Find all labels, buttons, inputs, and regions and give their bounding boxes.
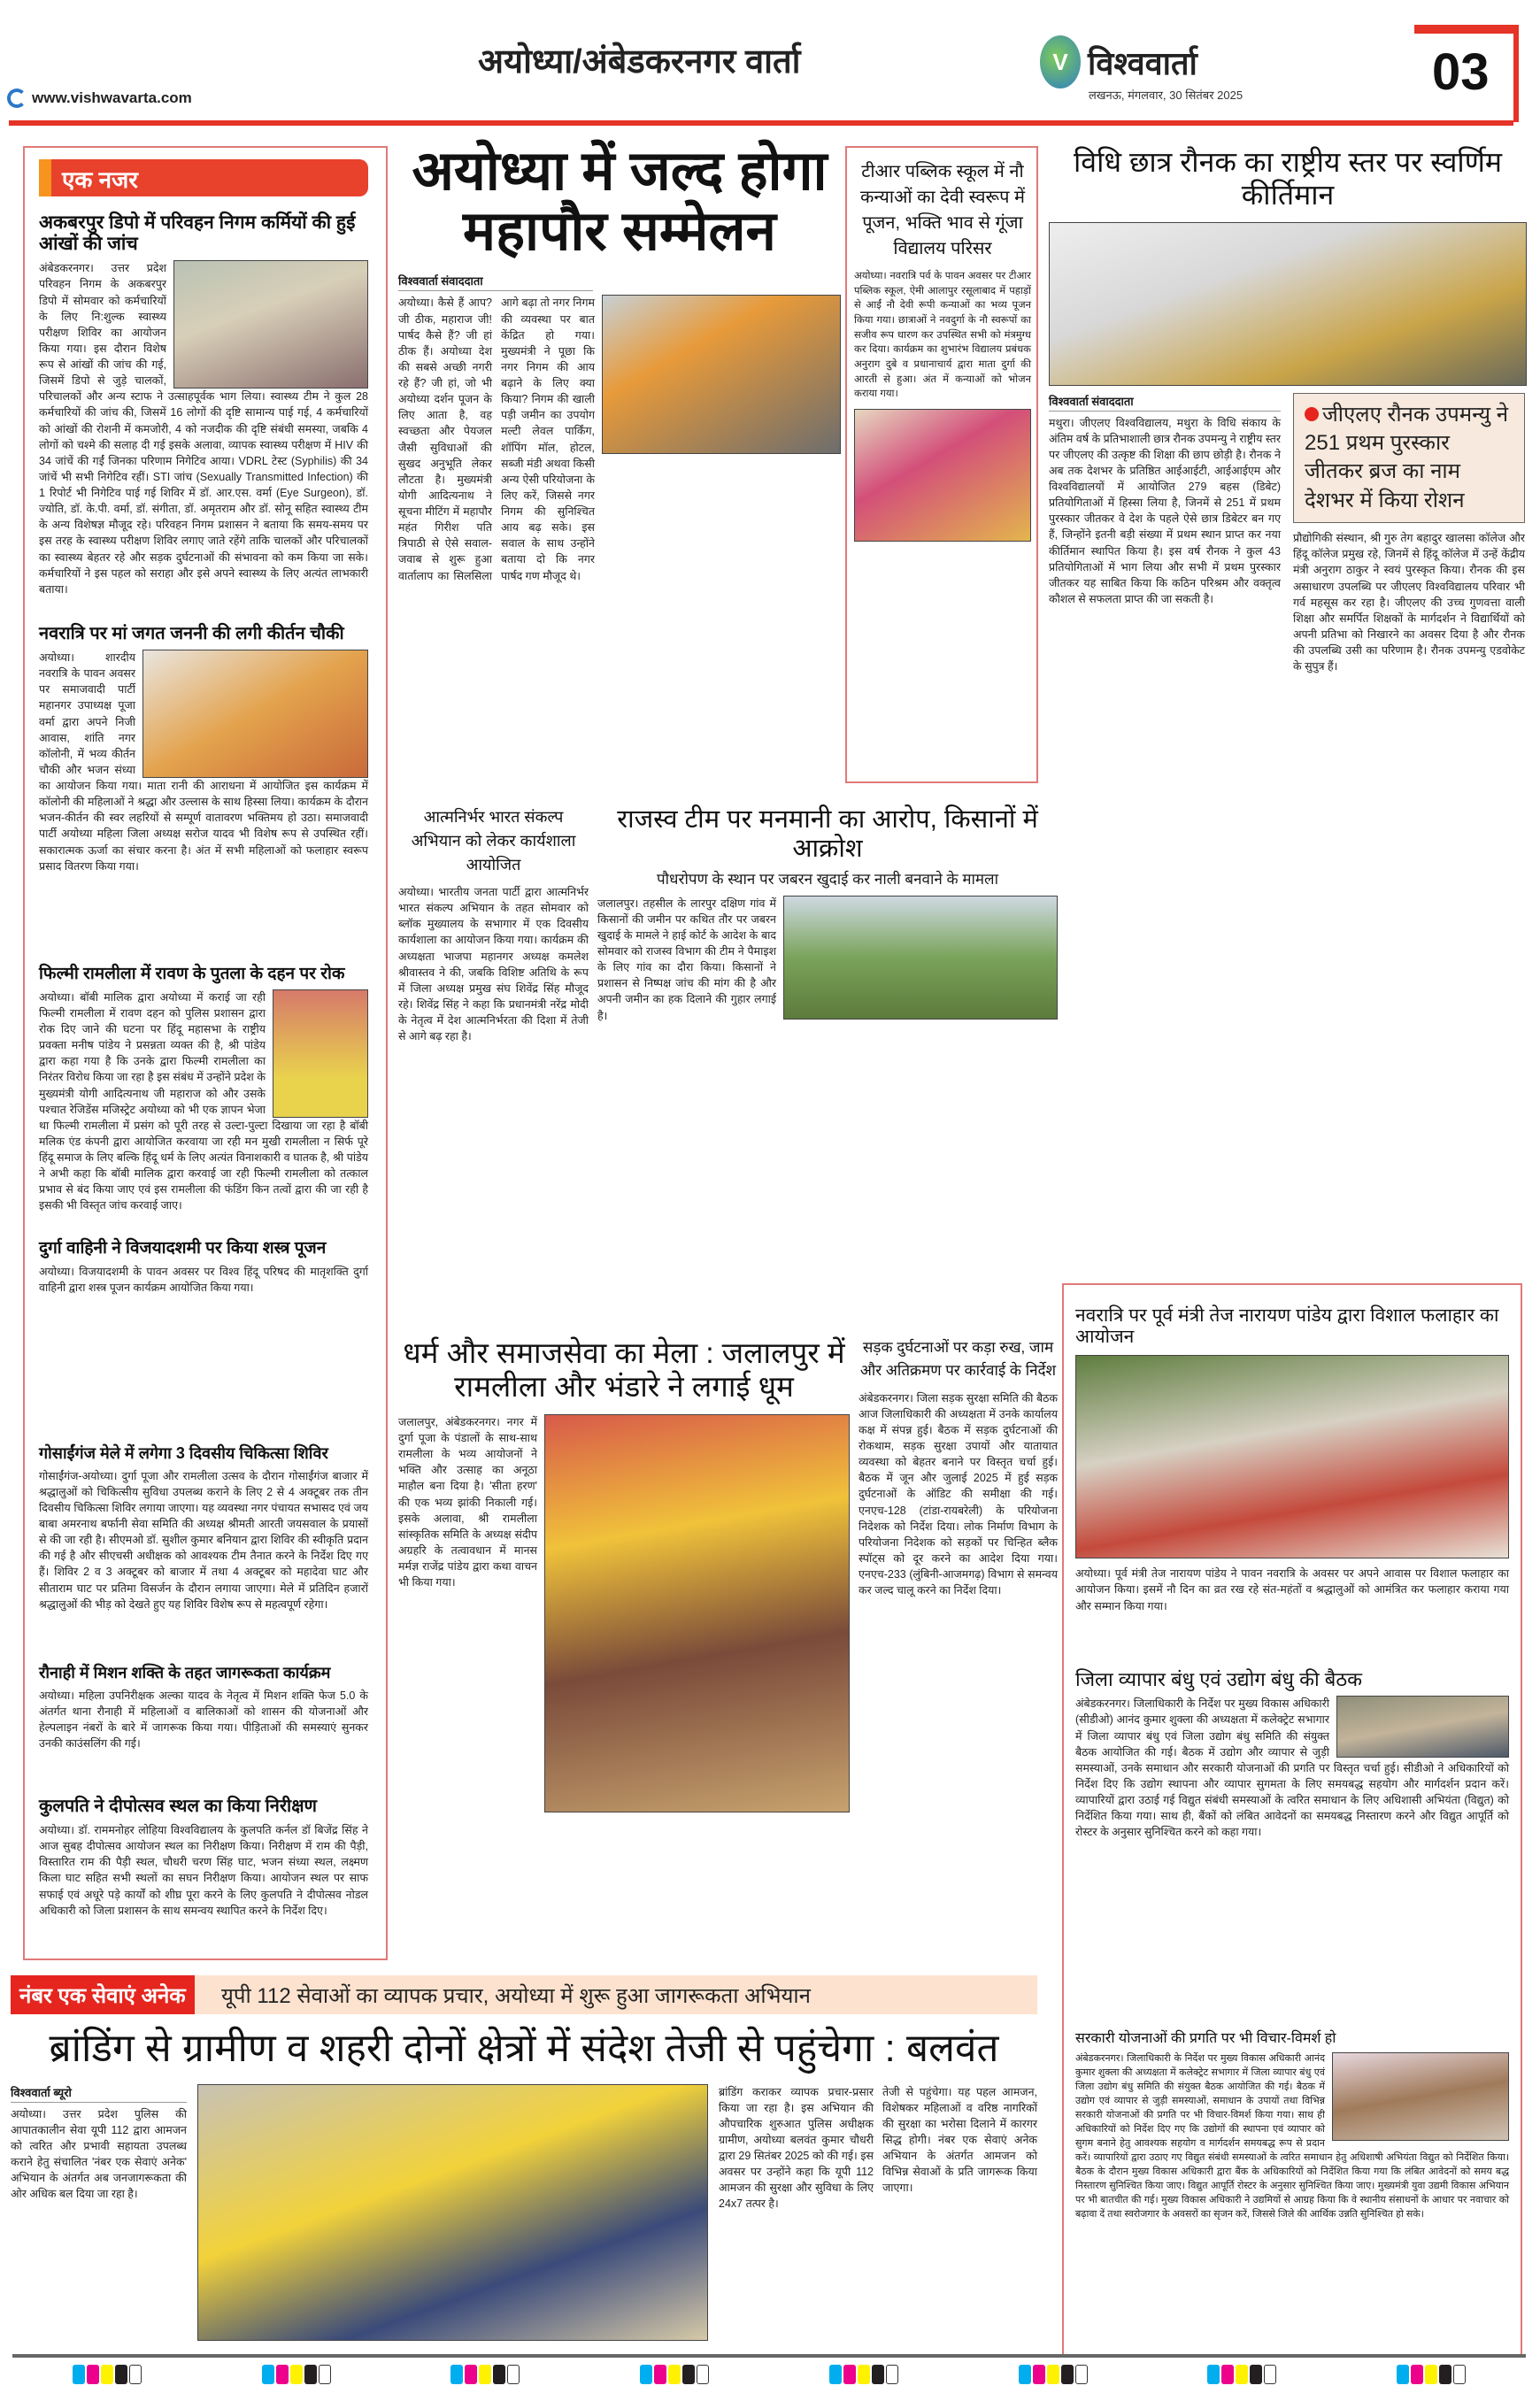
school-photo bbox=[854, 409, 1031, 542]
vyapar-photo bbox=[1336, 1696, 1509, 1758]
story-headline: दुर्गा वाहिनी ने विजयादशमी पर किया शस्त्र पूजन bbox=[39, 1239, 327, 1258]
story-photo bbox=[142, 650, 368, 778]
aatmanirbhar-story bbox=[398, 805, 589, 1044]
story-body: अयोध्या। विजयादशमी के पावन अवसर पर विश्व हिंदू परिषद की मातृशक्ति दुर्गा वाहिनी द्वारा शस्त्र पूजन कार्यक्रम आयोजित किया गया। bbox=[39, 1265, 368, 1294]
story-filmi-ramleela bbox=[39, 965, 368, 1214]
ramleela-body: जलालपुर, अंबेडकरनगर। नगर में दुर्गा पूजा के पंडालों के साथ-साथ रामलीला के भव्य आयोजनों ने भक्ति और उत्साह का अनूठा माहौल बना दिया है। 'सीता हरण' की एक भव्य झांकी निकाली गई। इसके अलावा, श्री रामलीला सांस्कृतिक समिति के अध्यक्ष संदीप अग्रहरि के तत्वावधान में मानस मर्मज्ञ राजेंद्र पांडेय द्वारा कथा वाचन भी किया गया। bbox=[398, 1415, 537, 1589]
story-headline: कुलपति ने दीपोत्सव स्थल का किया निरीक्षण bbox=[39, 1797, 318, 1816]
up112-byline: विश्ववार्ता ब्यूरो bbox=[11, 2084, 187, 2103]
newspaper-logo bbox=[1040, 35, 1197, 88]
vyapar-headline: जिला व्यापार बंधु एवं उद्योग बंधु की बैठक bbox=[1075, 1668, 1363, 1690]
lead-photo bbox=[602, 295, 841, 454]
cmyk-swatch bbox=[1207, 2365, 1276, 2389]
farmers-body: जलालपुर। तहसील के लारपुर दक्षिण गांव में किसानों की जमीन पर कथित तौर पर जबरन खुदाई के मामले ने हाई कोर्ट के आदेश के बाद सोमवार को राजस्व विभाग की टीम ने पैमाइश के लिए गांव का दौरा किया। किसानों ने प्रशासन से निष्पक्ष जांच की मांग की है और अपनी जमीन का हक दिलाने की गुहार लगाई है। bbox=[597, 897, 776, 1022]
cmyk-swatch bbox=[262, 2365, 331, 2389]
vyapar-story bbox=[1075, 1668, 1509, 1840]
print-registration-marks bbox=[12, 2354, 1526, 2389]
lead-headline: अयोध्या में जल्द होगा महापौर सम्मेलन bbox=[412, 141, 828, 263]
raunak-pullquote bbox=[1293, 393, 1525, 524]
cmyk-swatch bbox=[1397, 2365, 1466, 2389]
story-kulpati bbox=[39, 1797, 368, 1919]
logo-icon: V bbox=[1040, 35, 1081, 88]
yojana-story bbox=[1075, 2031, 1509, 2222]
dateline: लखनऊ, मंगलवार, 30 सितंबर 2025 bbox=[1089, 88, 1244, 102]
cmyk-swatch bbox=[450, 2365, 520, 2389]
road-body: अंबेडकरनगर। जिला सड़क सुरक्षा समिति की बैठक आज जिलाधिकारी की अध्यक्षता में उनके कार्यालय कक्ष में संपन्न हुई। बैठक में सड़क दुर्घटनाओं की रोकथाम, सड़क सुरक्षा उपायों और यातायात व्यवस्था को बेहतर बनाने पर विस्तृत चर्चा हुई। बैठक में जून और जुलाई 2025 में हुई सड़क दुर्घटनाओं के ऑडिट की समीक्षा की गई। एनएच-128 (टांडा-रायबरेली) के परियोजना निदेशक को निर्देश दिया। लोक निर्माण विभाग के परियोजना निदेशक को सड़कों पर चिन्हित ब्लैक स्पॉट्स को दूर करने का आदेश दिया गया। एनएच-233 (लुंबिनी-आजमगढ़) विभाग से समन्वय कर जल्द चालू करने का निर्देश दिया। bbox=[859, 1391, 1058, 1597]
yojana-headline: सरकारी योजनाओं की प्रगति पर भी विचार-विमर्श हो bbox=[1075, 2031, 1336, 2046]
cmyk-swatch bbox=[73, 2365, 142, 2389]
ramleela-headline: धर्म और समाजसेवा का मेला : जलालपुर में रामलीला और भंडारे ने लगाई धूम bbox=[403, 1336, 845, 1403]
story-headline: फिल्मी रामलीला में रावण के पुतला के दहन पर रोक bbox=[39, 965, 345, 983]
section-title: अयोध्या/अंबेडकरनगर वार्ता bbox=[478, 43, 801, 81]
up112-banner-tag: नंबर एक सेवाएं अनेक bbox=[11, 1975, 195, 2014]
story-body: अयोध्या। बॉबी मालिक द्वारा अयोध्या में कराई जा रही फिल्मी रामलीला में रावण दहन को पुलिस प्रशासन द्वारा रोक दिए जाने की घटना पर हिंदू महासभा के राष्ट्रीय प्रवक्ता मनीष पांडेय ने प्रसन्नता व्यक्त की है, श्री पांडेय द्वारा कहा गया है कि उनके द्वारा फिल्मी रामलीला का निरंतर विरोध किया जा रहा है इस संबंध में उन्होंने प्रदेश के मुख्यमंत्री योगी आदित्यनाथ जी महाराज को और उसके पश्चात रेजिडेंस मजिस्ट्रेट अयोध्या को भी एक ज्ञापन भेजा था फिल्मी रामलीला में प्रसंग को पूरी तरह से उल्टा-पुल्टा दिखाया जा रहा है बॉबी मलिक एंड कंपनी द्वारा आयोजित करवाया जा रही मन मुखी रामलीला न सिर्फ पूरे हिंदू समाज के लिए बल्कि हिंदू धर्म के लिए अत्यंत विनाशकारी व घातक है, श्री पांडेय ने अभी कहा कि बॉबी मालिक द्वारा करवाई जा रही फिल्मी रामलीला को तत्काल प्रभाव से बंद किया जाए एवं इस रामलीला की फंडिंग किन तत्वों द्वारा की जा रही है इसकी भी विस्तृत जांच करवाई जाए। bbox=[39, 990, 368, 1212]
up112-body-col2: ब्रांडिंग कराकर व्यापक प्रचार-प्रसार किया जा रहा है। इस अभियान की औपचारिक शुरुआत पुलिस अधीक्षक ग्रामीण, अयोध्या बलवंत कुमार चौधरी द्वारा 29 सितंबर 2025 को की गई। इस अवसर पर उन्होंने कहा कि यूपी 112 आमजन की सुरक्षा और सुविधा के लिए 24x7 तत्पर है। bbox=[719, 2085, 874, 2211]
yojana-photo bbox=[1332, 2052, 1509, 2141]
lead-byline: विश्ववार्ता संवाददाता bbox=[398, 273, 593, 291]
aatmanirbhar-body: अयोध्या। भारतीय जनता पार्टी द्वारा आत्मनिर्भर भारत संकल्प अभियान के तहत सोमवार को ब्लॉक मुख्यालय के सभागार में एक दिवसीय कार्यशाला का आयोजन किया गया। कार्यक्रम की अध्यक्षता भाजपा महानगर अध्यक्ष कमलेश श्रीवास्तव ने की, जबकि विशिष्ट अतिथि के रूप में जिला अध्यक्ष प्रमुख संघ शिवेंद्र सिंह मौजूद रहे। शिवेंद्र सिंह ने कहा कि प्रधानमंत्री नरेंद्र मोदी के नेतृत्व में देश आत्मनिर्भरता की दिशा में तेजी से आगे बढ़ रहा है। bbox=[398, 886, 589, 1043]
up112-body-col1: अयोध्या। उत्तर प्रदेश पुलिस की आपातकालीन सेवा यूपी 112 द्वारा आमजन को त्वरित और प्रभावी सहायता उपलब्ध कराने हेतु संचालित 'नंबर एक सेवाएं अनेक' अभियान के अंतर्गत अब जनजागरूकता की ओर अधिक बल दिया जा रहा है। bbox=[11, 2107, 187, 2201]
story-body: अयोध्या। डॉ. राममनोहर लोहिया विश्वविद्यालय के कुलपति कर्नल डॉ बिजेंद्र सिंह ने आज सुबह दीपोत्सव आयोजन स्थल का निरीक्षण किया। निरीक्षण में राम की पैड़ी, विस्तारित राम की पैड़ी स्थल, चौधरी चरण सिंह घाट, भजन संध्या स्थल, लक्ष्मण किला घाट सहित सभी स्थलों का सघन निरीक्षण किया। आयोजन स्थल पर साफ सफाई एवं अधूरे पड़े कार्यों को शीघ्र पूरा करने के लिए कुलपति ने दीपोत्सव नोडल अधिकारी को जिला प्रशासन के साथ समन्वय स्थापित करने के निर्देश दिए। bbox=[39, 1824, 368, 1917]
bullet-icon bbox=[1305, 407, 1319, 421]
story-photo bbox=[173, 260, 368, 389]
yojana-body: अंबेडकरनगर। जिलाधिकारी के निर्देश पर मुख्य विकास अधिकारी आनंद कुमार शुक्ला की अध्यक्षता में कलेक्ट्रेट सभागार में जिला व्यापार बंधु एवं जिला उद्योग बंधु समिति की संयुक्त बैठक आयोजित की गई। बैठक में उद्योग एवं व्यापार से जुड़ी समस्याओं, समाधान के उपायों तथा विभिन्न सरकारी योजनाओं की प्रगति पर भी विचार-विमर्श किया गया। साथ ही अधिकारियों को निर्देश दिए गए कि उद्योगों की स्थापना एवं व्यापार को सुगम बनाने हेतु आवश्यक सहयोग व मार्गदर्शन समयबद्ध रूप से प्रदान करें। व्यापारियों द्वारा उठाए गए विद्युत संबंधी समस्याओं के त्वरित समाधान हेतु अधिशाषी अभियंता विद्युत को निर्देशित किया। बैठक के दौरान मुख्य विकास अधिकारी द्वारा बैंक के अधिकारियों को निर्देशित किया गया कि लंबित आवेदनों को समय बद्ध निस्तारण सुनिश्चित किया जाए। विद्युत आपूर्ति रोस्टर के अनुसार सुनिश्चित किया जाए। मुख्यमंत्री युवा उद्यमी विकास अभियान पर भी बातचीत की गई। मुख्य विकास अधिकारी ने उद्यमियों से आग्रह किया कि वे स्थानीय संसाधनों के आधार पर नवाचार को बढ़ावा दें तथा स्वरोजगार के अवसरों का सृजन करें, जिससे जिले की आर्थिक उन्नति सुनिश्चित हो सके। bbox=[1075, 2053, 1509, 2220]
road-headline: सड़क दुर्घटनाओं पर कड़ा रुख, जाम और अतिक्रमण पर कार्रवाई के निर्देश bbox=[859, 1339, 1057, 1380]
website-url[interactable]: www.vishwavarta.com bbox=[32, 89, 192, 106]
story-headline: अकबरपुर डिपो में परिवहन निगम कर्मियों की हुई आंखों की जांच bbox=[39, 212, 356, 255]
falahar-body: अयोध्या। पूर्व मंत्री तेज नारायण पांडेय ने पावन नवरात्रि के अवसर पर अपने आवास पर विशाल फलाहार का आयोजन किया। इसमें नौ दिन का व्रत रख रहे संत-महंतों व श्रद्धालुओं को आमंत्रित कर फलाहार कराया गया और सम्मान किया गया। bbox=[1075, 1567, 1509, 1612]
farmers-photo bbox=[783, 896, 1058, 1020]
ramleela-photo bbox=[544, 1414, 850, 1812]
up112-body-col3: तेजी से पहुंचेगा। यह पहल आमजन, विशेषकर महिलाओं व वरिष्ठ नागरिकों की सुरक्षा का भरोसा दिलाने में कारगर सिद्ध होगी। नंबर एक सेवाएं अनेक अभियान के अंतर्गत आमजन को विभिन्न सेवाओं के प्रति जागरूक किया जाएगा। bbox=[882, 2085, 1037, 2195]
raunak-story bbox=[1049, 146, 1527, 674]
header-divider bbox=[9, 120, 1513, 126]
pullquote-text: जीएलए रौनक उपमन्यु ने 251 प्रथम पुरस्कार जीतकर ब्रज का नाम देशभर में किया रोशन bbox=[1305, 402, 1509, 512]
falahar-photo bbox=[1075, 1355, 1509, 1558]
up112-banner-text: यूपी 112 सेवाओं का व्यापक प्रचार, अयोध्या में शुरू हुआ जागरूकता अभियान bbox=[221, 1984, 811, 2008]
story-headline: रौनाही में मिशन शक्ति के तहत जागरूकता कार्यक्रम bbox=[39, 1664, 331, 1681]
lead-story bbox=[398, 142, 841, 584]
story-raunahi bbox=[39, 1664, 368, 1751]
raunak-body-col1: मथुरा। जीएलए विश्वविद्यालय, मथुरा के विधि संकाय के अंतिम वर्ष के प्रतिभाशाली छात्र रौनक उपमन्यु ने राष्ट्रीय स्तर पर जीएलए की उत्कृष्ट की शिक्षा की छाप छोड़ी है। रौनक ने अब तक देशभर के प्रतिष्ठित आईआईटी, आईआईएम और विश्वविद्यालयों में आयोजित 279 बहस (डिबेट) प्रतियोगिताओं में हिस्सा लिया है, जिनमें से 251 में प्रथम पुरस्कार जीतकर वे देश के पहले ऐसे छात्र डिबेटर बन गए हैं, जिन्होंने इतनी बड़ी संख्या में प्रथम स्थान प्राप्त कर नया कीर्तिमान स्थापित किया है। इस वर्ष रौनक ने कुल 43 प्रतियोगिताओं में भाग लिया और सभी में प्रथम पुरस्कार जीतकर यह साबित किया कि कठिन परिश्रम और वक्तृत्व कौशल से सफलता प्राप्त की जा सकती है। bbox=[1049, 416, 1281, 605]
website-link[interactable] bbox=[7, 88, 192, 108]
farmers-subheadline: पौधरोपण के स्थान पर जबरन खुदाई कर नाली बनवाने के मामला bbox=[656, 870, 998, 888]
raunak-photo bbox=[1049, 222, 1527, 386]
ek-nazar-label: एक नजर bbox=[39, 159, 368, 196]
masthead bbox=[0, 0, 1540, 124]
up112-headline: ब्रांडिंग से ग्रामीण व शहरी दोनों क्षेत्रों में संदेश तेजी से पहुंचेगा : बलवंत bbox=[49, 2027, 999, 2070]
story-kirtan bbox=[39, 624, 368, 874]
up112-story bbox=[11, 2027, 1037, 2341]
logo-name: विश्ववार्ता bbox=[1088, 44, 1197, 81]
raunak-headline: विधि छात्र रौनक का राष्ट्रीय स्तर पर स्वर्णिम कीर्तिमान bbox=[1074, 146, 1502, 211]
story-headline: नवरात्रि पर मां जगत जननी की लगी कीर्तन चौकी bbox=[39, 624, 344, 643]
raunak-byline: विश्ववार्ता संवाददाता bbox=[1049, 393, 1281, 412]
school-body: अयोध्या। नवरात्रि पर्व के पावन अवसर पर टीआर पब्लिक स्कूल, ऐमी आलापुर रसूलाबाद में पहाड़ों से आईं नौ देवी रूपी कन्याओं का भव्य पूजन किया गया। छात्राओं ने नवदुर्गा के नौ स्वरूपों का सजीव रूप धारण कर उपस्थित सभी को मंत्रमुग्ध कर दिया। कार्यक्रम का शुभारंभ विद्यालय प्रबंधक अनुराग दुबे व प्रधानाचार्य द्वारा माता दुर्गा की आरती से हुआ। अंत में कन्याओं को भोजन कराया गया। bbox=[854, 271, 1031, 400]
story-body: अयोध्या। महिला उपनिरीक्षक अल्का यादव के नेतृत्व में मिशन शक्ति फेज 5.0 के अंतर्गत थाना रौनाही में महिलाओं व बालिकाओं को शासन की योजनाओं और हेल्पलाइन नंबरों के बारे में जागरूक किया गया। पीड़िताओं की समस्याएं सुनकर उनकी काउंसलिंग की गई। bbox=[39, 1689, 368, 1751]
road-story bbox=[859, 1336, 1058, 1598]
up112-photo bbox=[197, 2084, 708, 2341]
aatmanirbhar-headline: आत्मनिर्भर भारत संकल्प अभियान को लेकर कार्यशाला आयोजित bbox=[411, 808, 576, 873]
browser-icon bbox=[7, 88, 27, 108]
story-photo bbox=[273, 989, 368, 1118]
story-body: गोसाईंगंज-अयोध्या। दुर्गा पूजा और रामलीला उत्सव के दौरान गोसाईंगंज बाजार में श्रद्धालुओं को चिकित्सीय सुविधा उपलब्ध कराने के लिए 2 से 4 अक्टूबर तक तीन दिवसीय चिकित्सा शिविर लगाया जाएगा। यह व्यवस्था नगर पंचायत सभासद एवं जय बाबा अमरनाथ बर्फानी सेवा समिति की अध्यक्ष श्रीमती आरती जयसवाल के प्रयासों से की जा रही है। सीएमओ डॉ. सुशील कुमार बनियान द्वारा शिविर की स्वीकृति प्रदान की गई है और सीएचसी अधीक्षक को आवश्यक टीम तैनात करने के निर्देश दिए गए हैं। शिविर 2 व 3 अक्टूबर को बाजार में तथा 4 अक्टूबर को महादेवा घाट और सीताराम घाट पर प्रतिमा विसर्जन के दौरान लगाया जाएगा। मेले में प्रतिदिन हजारों श्रद्धालुओं की भीड़ को देखते हुए यह शिविर विशेष रूप से महत्वपूर्ण रहेगा। bbox=[39, 1469, 368, 1611]
page-number: 03 bbox=[1432, 43, 1490, 101]
vyapar-body: अंबेडकरनगर। जिलाधिकारी के निर्देश पर मुख्य विकास अधिकारी (सीडीओ) आनंद कुमार शुक्ला की अध्यक्षता में कलेक्ट्रेट सभागार में जिला व्यापार बंधु एवं जिला उद्योग बंधु समिति की संयुक्त बैठक आयोजित की गई। बैठक में उद्योग और व्यापार से जुड़ी समस्याओं, उनके समाधान और सरकारी योजनाओं की प्रगति पर विस्तृत चर्चा हुई। सीडीओ ने अधिकारियों को निर्देश दिए कि उद्योग स्थापना और व्यापार सुगमता के लिए समयबद्ध सहयोग और मार्गदर्शन प्रदान करें। व्यापारियों द्वारा उठाई गई विद्युत संबंधी समस्याओं के त्वरित समाधान के लिए अधिशासी अभियंता (विद्युत) को निर्देशित किया गया। साथ ही, बैंकों को लंबित आवेदनों का समयबद्ध निस्तारण करने और विद्युत आपूर्ति को रोस्टर के अनुसार सुनिश्चित करने को कहा गया। bbox=[1075, 1697, 1509, 1839]
story-body: अंबेडकरनगर। उत्तर प्रदेश परिवहन निगम के अकबरपुर डिपो में सोमवार को कर्मचारियों के लिए नि:शुल्क स्वास्थ्य परीक्षण शिविर का आयोजन किया गया। इस दौरान विशेष रूप से आंखों की जांच की गई, जिसमें डिपो से जुड़े चालकों, परिचालकों और अन्य स्टाफ ने उत्साहपूर्वक भाग लिया। स्वास्थ्य टीम ने कुल 28 कर्मचारियों की जांच की, जिसमें 16 लोगों की दृष्टि सामान्य पाई गई, 4 कर्मचारियों को आंखों की रोशनी में कमजोरी, 4 को नजदीक की दृष्टि संबंधी समस्या, जबकि 4 लोगों को चश्मे की सलाह दी गई इसके अलावा, व्यापक स्वास्थ्य परीक्षण में HIV की 34 जांचें की गईं जिनका परिणाम निगेटिव आया। VDRL टेस्ट (Syphilis) की 34 जांचें भी सभी निगेटिव रहीं। STI जांच (Sexually Transmitted Infection) की 1 रिपोर्ट भी निगेटिव पाई गई शिविर में डॉ. आर.एस. वर्मा (Eye Surgeon), डॉ. ज्योति, डॉ. के.पी. वर्मा, डॉ. संगीता, डॉ. अमृतराम और डॉ. सोनू सहित स्वास्थ्य टीम के अन्य विशेषज्ञ मौजूद रहे। परिवहन निगम प्रशासन ने बताया कि समय-समय पर इस तरह के स्वास्थ्य परीक्षण शिविर लगाए जाते रहेंगे ताकि चालकों और परिचालकों का स्वास्थ्य बेहतर रहे और सड़क दुर्घटनाओं की संभावना को कम किया जा सके। कर्मचारियों ने इस पहल को सराहा और इसे अपने स्वास्थ्य के लिए अत्यंत लाभकारी बताया। bbox=[39, 262, 368, 596]
story-gosaiganj bbox=[39, 1444, 368, 1612]
story-headline: गोसाईंगंज मेले में लगेगा 3 दिवसीय चिकित्सा शिविर bbox=[39, 1444, 328, 1462]
lead-body: अयोध्या। कैसे हैं आप? जी ठीक, महाराज जी! पार्षद कैसे हैं? जी हां ठीक हैं। अयोध्या देश की सबसे अच्छी नगरी रहे हैं? जी हां, जो भी अयोध्या दर्शन पूजन के लिए आता है, वह स्वच्छता और पेयजल जैसी सुविधाओं की सुखद अनुभूति लेकर लौटता है। मुख्यमंत्री योगी आदित्यनाथ ने सूचना मीटिंग में महापौर महंत गिरीश पति त्रिपाठी से ऐसे सवाल-जवाब से शुरू हुआ वार्तालाप का सिलसिला आगे बढ़ा तो नगर निगम की व्यवस्था पर बात केंद्रित हो गया। मुख्यमंत्री ने पूछा कि नगर निगम की आय बढ़ाने के लिए क्या किया? निगम की खाली पड़ी जमीन का उपयोग मल्टी लेवल पार्किंग, शॉपिंग मॉल, होटल, सब्जी मंडी अथवा किसी अन्य ऐसी परियोजना के लिए करें, जिससे नगर निगम की सुनिश्चित आय बढ़ सके। इस सवाल के साथ उन्होंने बताया दो कि नगर पार्षद गण मौजूद थे। bbox=[398, 296, 595, 582]
falahar-headline: नवरात्रि पर पूर्व मंत्री तेज नारायण पांडेय द्वारा विशाल फलाहार का आयोजन bbox=[1075, 1305, 1499, 1348]
raunak-body-col2: प्रौद्योगिकी संस्थान, श्री गुरु तेग बहादुर खालसा कॉलेज और हिंदू कॉलेज प्रमुख रहे, जिनमें से हिंदू कॉलेज में उन्हें केंद्रीय मंत्री अनुराग ठाकुर ने स्वयं पुरस्कृत किया। रौनक की इस असाधारण उपलब्धि पर जीएलए विश्वविद्यालय परिवार भी गर्व महसूस कर रहा है। जीएलए की उच्च गुणवत्ता वाली शिक्षा और समर्पित शिक्षकों के मार्गदर्शन ने विद्यार्थियों को अपनी प्रतिभा को निखारने का अवसर दिया है और रौनक की उपलब्धि उसी का परिणाम है। रौनक उपमन्यु एडवोकेट के सुपुत्र हैं। bbox=[1293, 532, 1525, 673]
school-headline: टीआर पब्लिक स्कूल में नौ कन्याओं का देवी स्वरूप में पूजन, भक्ति भाव से गूंजा विद्यालय परिसर bbox=[860, 162, 1025, 258]
farmers-headline: राजस्व टीम पर मनमानी का आरोप, किसानों में आक्रोश bbox=[617, 805, 1038, 864]
falahar-story bbox=[1075, 1305, 1509, 1614]
cmyk-swatch bbox=[640, 2365, 709, 2389]
story-body: अयोध्या। शारदीय नवरात्रि के पावन अवसर पर समाजवादी पार्टी महानगर उपाध्यक्ष पूजा वर्मा द्वारा अपने निजी आवास, शांति नगर कॉलोनी, में भव्य कीर्तन चौकी और भजन संध्या का आयोजन किया गया। माता रानी की आराधना में आयोजित इस कार्यक्रम में कॉलोनी की महिलाओं ने श्रद्धा और उल्लास के साथ हिस्सा लिया। कार्यक्रम के दौरान भजन-कीर्तन की स्वर लहरियों से सम्पूर्ण वातावरण भक्तिमय हो उठा। समाजवादी पार्टी अयोध्या महिला जिला अध्यक्ष सरोज यादव भी विशेष रूप से उपस्थित रहीं। सकारात्मक ऊर्जा का संचार करना है। अंत में सभी महिलाओं को फलाहार स्वरूप प्रसाद वितरण किया गया। bbox=[39, 651, 368, 873]
farmers-story bbox=[597, 805, 1058, 1024]
cmyk-swatch bbox=[1019, 2365, 1088, 2389]
school-story bbox=[854, 159, 1031, 542]
story-akbarpur bbox=[39, 212, 368, 597]
ramleela-story bbox=[398, 1336, 850, 1812]
cmyk-swatch bbox=[829, 2365, 898, 2389]
story-durga-vahini bbox=[39, 1239, 368, 1296]
